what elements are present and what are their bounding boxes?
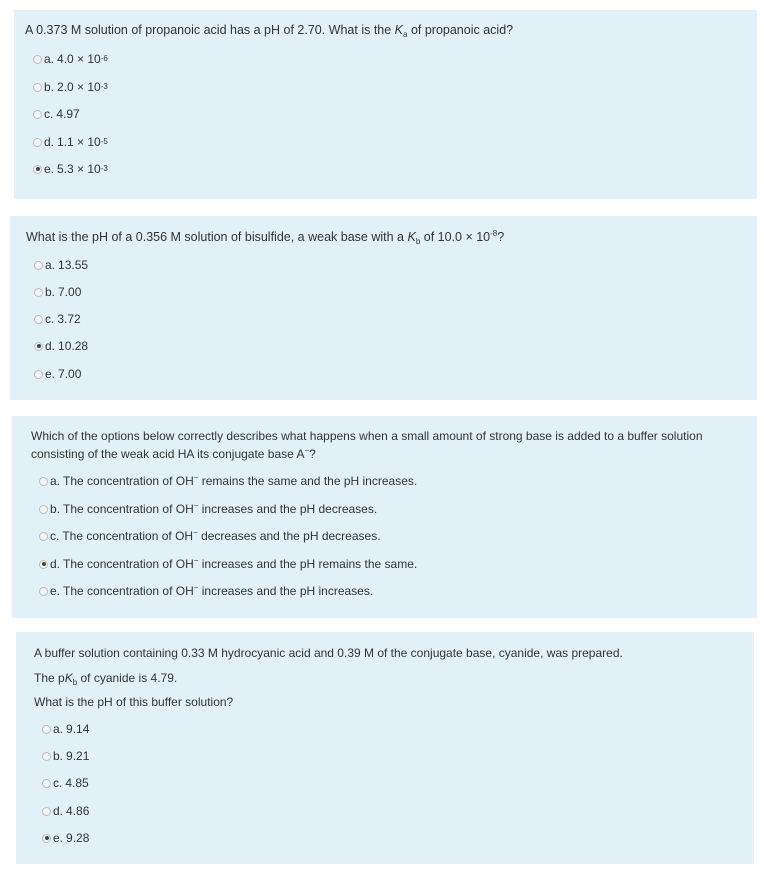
question-3-prompt-line-1: Which of the options below correctly describes what happens when a small amount of strong base is added to a buffer solution — [31, 429, 703, 443]
option-letter: a. — [45, 258, 56, 272]
question-3-option-d[interactable] — [39, 556, 417, 572]
option-text: 4.0 × 10 — [57, 52, 101, 66]
question-3-prompt-line-2: consisting of the weak acid HA its conjugate base A−? — [31, 446, 316, 461]
option-letter: e. — [44, 162, 55, 176]
question-1-option-d[interactable]: d. 1.1 × 10 -5 — [33, 134, 108, 150]
question-4-option-c[interactable] — [42, 775, 89, 791]
option-text: 4.85 — [65, 776, 89, 790]
option-text: The concentration of OH− increases and the pH increases. — [63, 583, 374, 598]
question-3-option-a[interactable] — [39, 473, 417, 489]
option-text: The concentration of OH− remains the same and the pH increases. — [63, 473, 418, 488]
radio-button-selected-icon[interactable] — [39, 560, 48, 569]
radio-button-icon[interactable] — [33, 55, 42, 64]
radio-button-icon[interactable] — [39, 477, 48, 486]
question-1-option-b[interactable]: b. 2.0 × 10 -3 — [33, 79, 108, 95]
question-4-prompt-line-3: What is the pH of this buffer solution? — [34, 695, 234, 709]
option-text: The concentration of OH− increases and the pH decreases. — [63, 501, 378, 516]
radio-button-icon[interactable] — [42, 779, 51, 788]
option-text: 2.0 × 10 — [57, 80, 101, 94]
option-letter: e. — [53, 831, 64, 845]
question-2-prompt: What is the pH of a 0.356 M solution of bisulfide, a weak base with a $K_b$ of $10.0 \times 10^{-8}$? — [26, 229, 505, 246]
option-text: 9.14 — [66, 722, 90, 736]
radio-button-selected-icon[interactable] — [42, 834, 51, 843]
question-4-option-e[interactable] — [42, 830, 89, 846]
question-4-option-b[interactable] — [42, 748, 89, 764]
question-4-prompt-line-1: A buffer solution containing 0.33 M hydrocyanic acid and 0.39 M of the conjugate base, cyanide, was prepared. — [34, 646, 623, 660]
option-text: 3.72 — [57, 312, 81, 326]
option-text: 13.55 — [58, 258, 89, 272]
radio-button-icon[interactable] — [39, 532, 48, 541]
question-2-option-a[interactable] — [34, 257, 88, 273]
radio-button-icon[interactable] — [34, 315, 43, 324]
option-letter: d. — [53, 804, 64, 818]
option-letter: b. — [50, 502, 61, 516]
question-card-1 — [14, 10, 757, 199]
question-card-2 — [10, 216, 757, 400]
option-text: 7.00 — [58, 285, 82, 299]
question-4-option-a[interactable] — [42, 721, 89, 737]
question-3-option-c[interactable] — [39, 528, 381, 544]
option-text: 9.28 — [66, 831, 90, 845]
question-1-option-e[interactable]: e. 5.3 × 10 -3 — [33, 161, 108, 177]
option-letter: b. — [44, 80, 55, 94]
radio-button-icon[interactable] — [34, 261, 43, 270]
question-card-4 — [16, 632, 754, 864]
option-letter: c. — [44, 107, 54, 121]
radio-button-icon[interactable] — [34, 288, 43, 297]
option-letter: a. — [53, 722, 64, 736]
option-text: 9.21 — [66, 749, 90, 763]
question-card-3 — [12, 416, 757, 618]
question-1-option-c[interactable] — [33, 106, 80, 122]
radio-button-selected-icon[interactable] — [34, 342, 43, 351]
question-3-option-b[interactable] — [39, 501, 377, 517]
question-2-option-e[interactable] — [34, 366, 81, 382]
question-2-option-d[interactable] — [34, 338, 88, 354]
radio-button-icon[interactable] — [39, 505, 48, 514]
question-4-option-d[interactable] — [42, 803, 89, 819]
option-text: 10.28 — [58, 339, 89, 353]
option-letter: c. — [50, 529, 60, 543]
radio-button-icon[interactable] — [42, 725, 51, 734]
radio-button-icon[interactable] — [42, 807, 51, 816]
option-letter: d. — [45, 339, 56, 353]
question-1-option-a[interactable]: a. 4.0 × 10 -6 — [33, 51, 108, 67]
option-letter: e. — [45, 367, 56, 381]
option-letter: a. — [44, 52, 55, 66]
option-text: The concentration of OH− decreases and the pH decreases. — [62, 528, 381, 543]
question-4-prompt-line-2: The $pK_b$ of cyanide is 4.79. — [34, 671, 178, 687]
option-letter: b. — [45, 285, 56, 299]
option-text: The concentration of OH− increases and the pH remains the same. — [63, 556, 418, 571]
question-3-option-e[interactable] — [39, 583, 373, 599]
radio-button-icon[interactable] — [33, 83, 42, 92]
radio-button-icon[interactable] — [33, 138, 42, 147]
option-letter: d. — [50, 557, 61, 571]
option-letter: c. — [53, 776, 63, 790]
radio-button-icon[interactable] — [42, 752, 51, 761]
option-letter: b. — [53, 749, 64, 763]
option-text: 1.1 × 10 — [57, 135, 101, 149]
option-letter: a. — [50, 474, 61, 488]
question-1-prompt: A 0.373 M solution of propanoic acid has a pH of 2.70. What is the $K_a$ of propanoic acid? — [25, 23, 514, 39]
question-2-option-b[interactable] — [34, 284, 81, 300]
option-letter: e. — [50, 584, 61, 598]
option-text: 5.3 × 10 — [57, 162, 101, 176]
radio-button-icon[interactable] — [39, 587, 48, 596]
option-text: 4.97 — [56, 107, 80, 121]
radio-button-icon[interactable] — [34, 370, 43, 379]
option-text: 4.86 — [66, 804, 90, 818]
radio-button-icon[interactable] — [33, 110, 42, 119]
radio-button-selected-icon[interactable] — [33, 165, 42, 174]
question-2-option-c[interactable] — [34, 311, 81, 327]
option-letter: c. — [45, 312, 55, 326]
option-text: 7.00 — [58, 367, 82, 381]
option-letter: d. — [44, 135, 55, 149]
